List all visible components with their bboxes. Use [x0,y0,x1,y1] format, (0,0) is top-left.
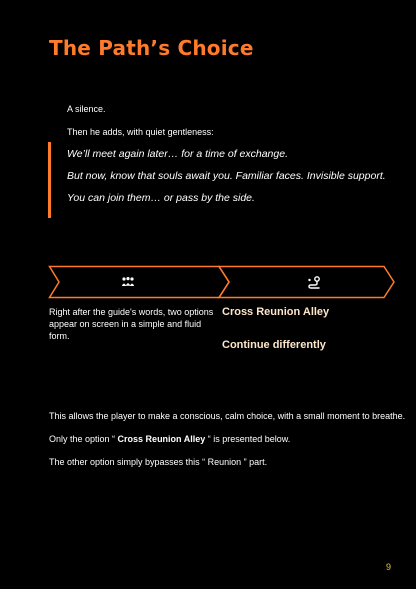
quote-line-1: We’ll meet again later… for a time of exchange. [67,148,288,160]
quote-block [48,142,386,218]
body-line-3: The other option simply bypasses this “ Reunion ” part. [49,457,268,467]
option-continue-differently[interactable]: Continue differently [222,339,326,351]
body-line-1: This allows the player to make a conscious, calm choice, with a small moment to breathe. [49,411,406,421]
intro-line-1: A silence. [67,104,106,114]
page-title: The Path’s Choice [49,36,254,60]
body-line-2-option: Cross Reunion Alley [117,434,206,444]
route-path-icon[interactable] [304,265,324,299]
meeting-people-icon[interactable] [118,265,138,299]
choice-bar-arrows [48,265,396,299]
body-line-2-prefix: Only the option “ [49,434,118,444]
body-line-2 [49,434,290,444]
options-description: Right after the guide's words, two options appear on screen in a simple and fluid form. [49,307,214,341]
quote-line-3: You can join them… or pass by the side. [67,192,255,204]
intro-line-2: Then he adds, with quiet gentleness: [67,127,214,137]
option-cross-reunion-alley[interactable]: Cross Reunion Alley [222,306,330,318]
choice-bar [48,265,396,299]
page-number: 9 [386,562,392,572]
body-line-2-suffix: “ is presented below. [205,434,291,444]
quote-line-2: But now, know that souls await you. Familiar faces. Invisible support. [67,170,386,182]
